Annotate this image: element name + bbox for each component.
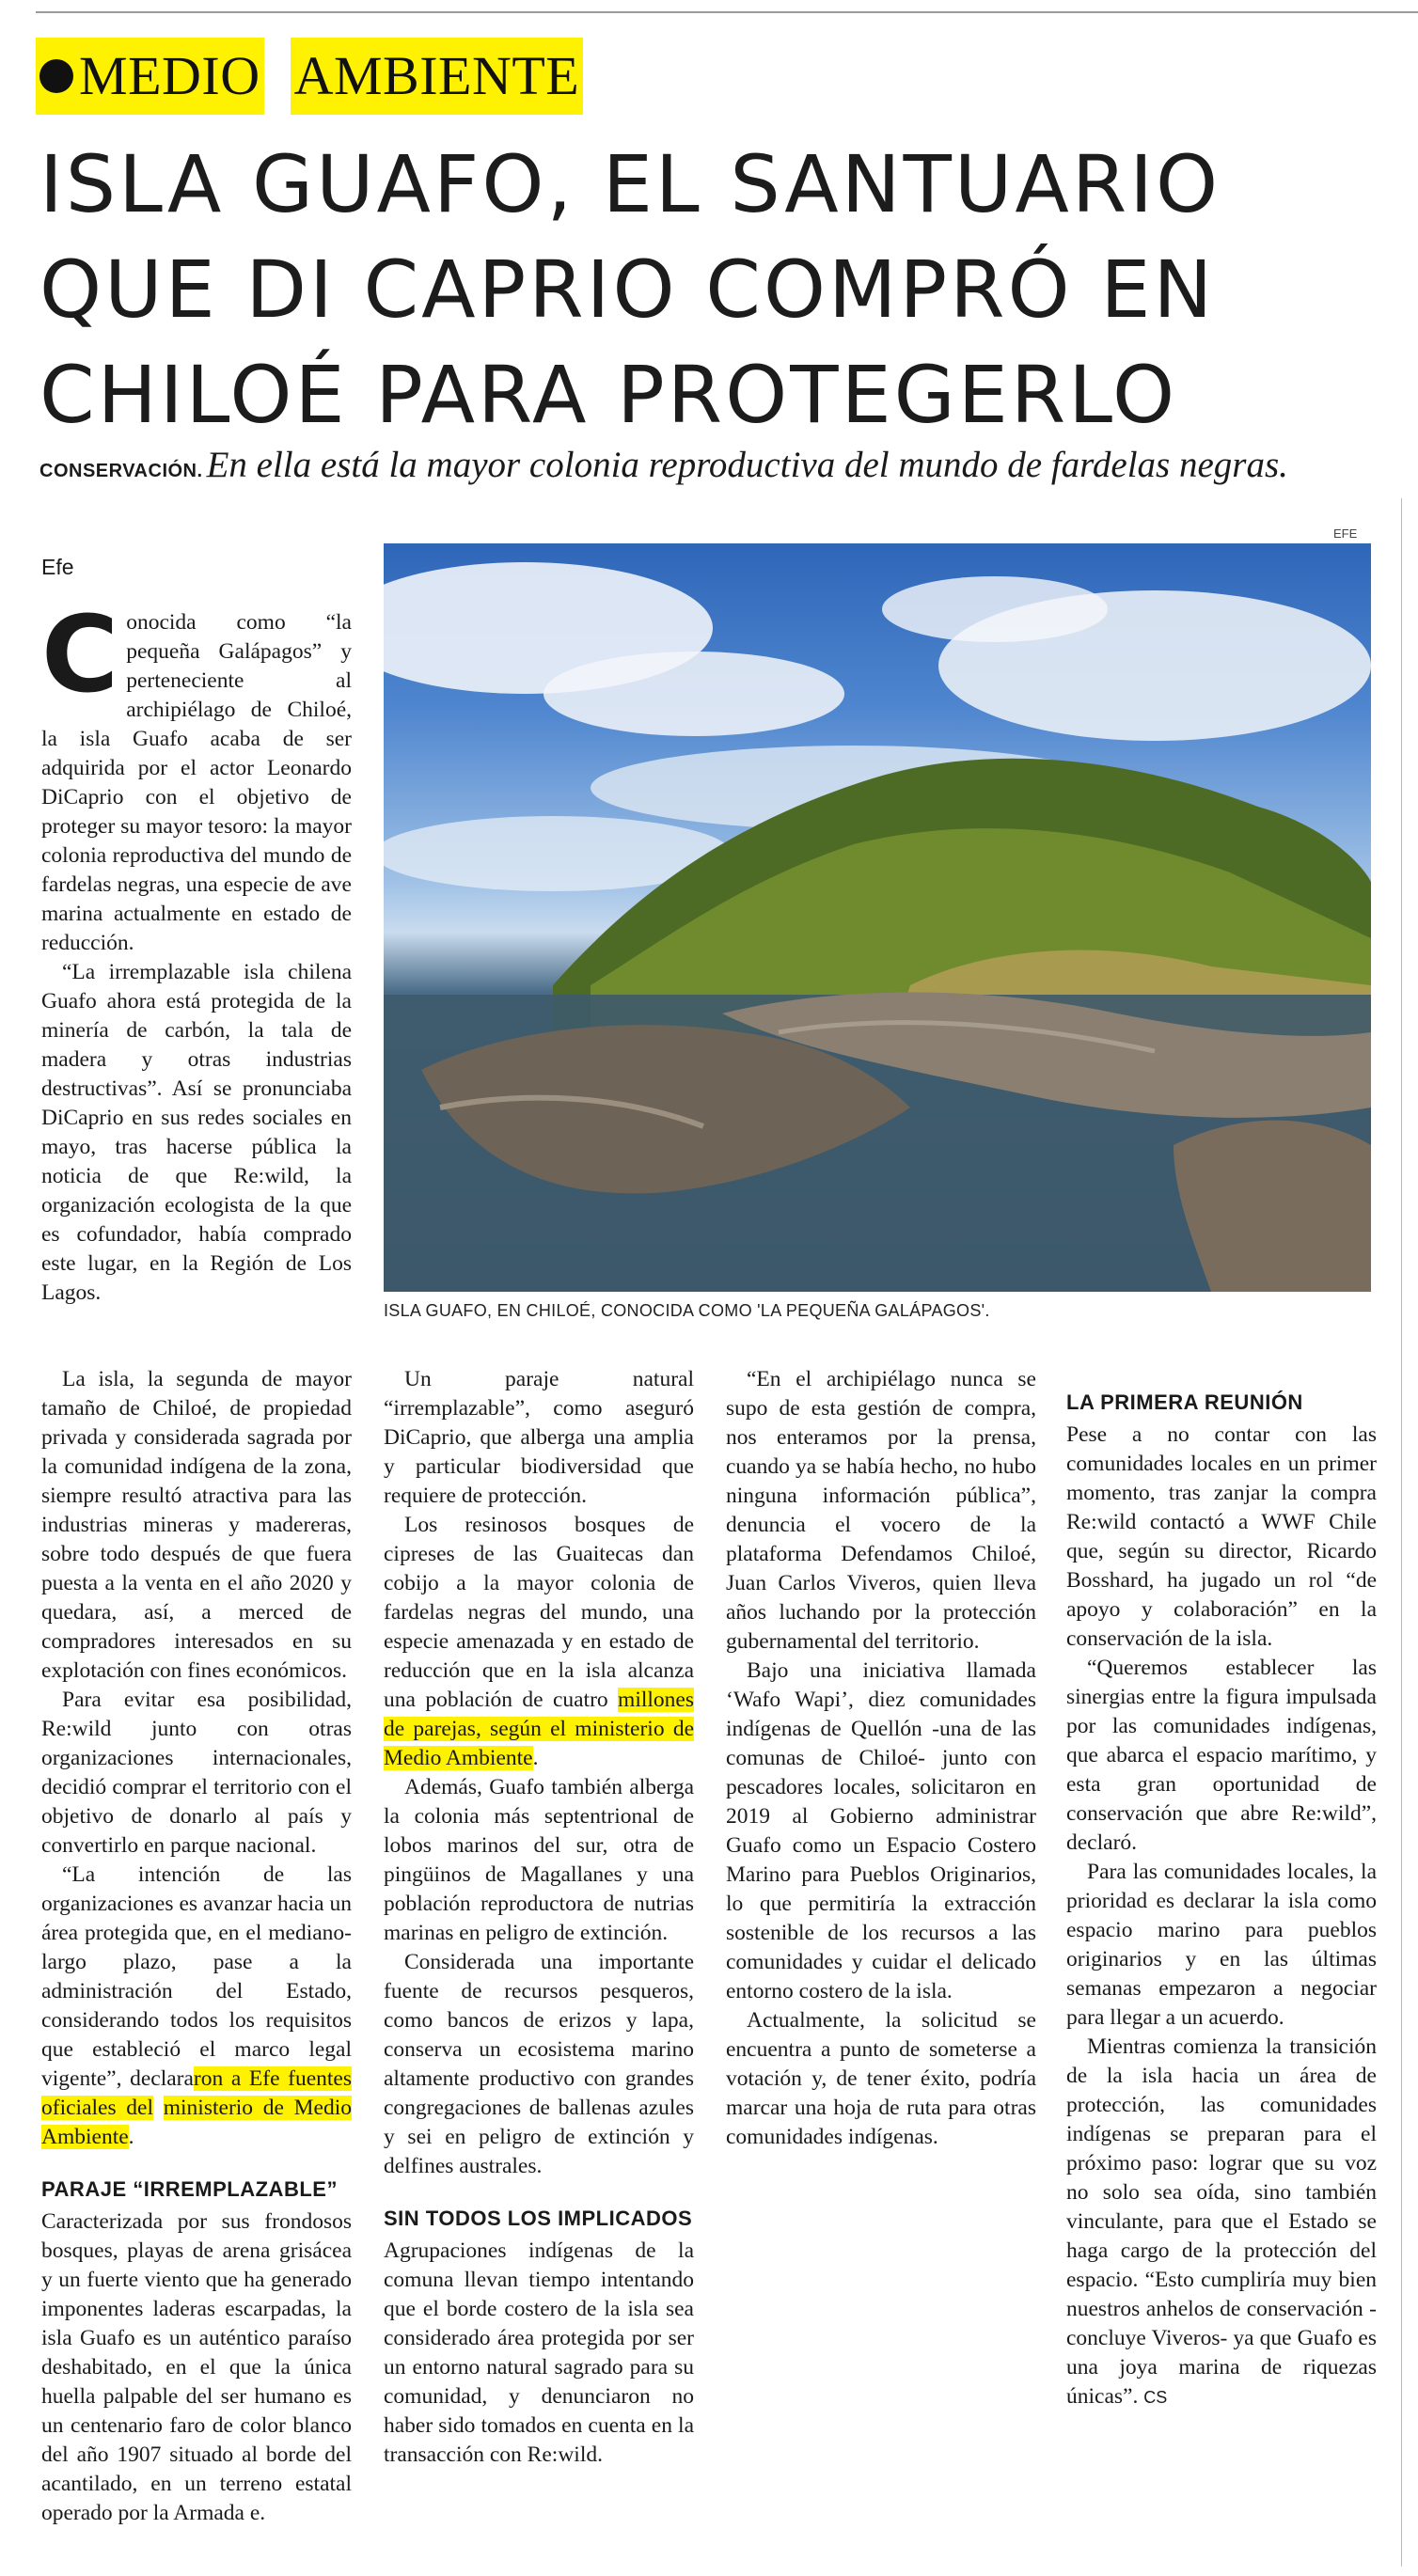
subhead — [39, 444, 1375, 486]
paragraph-6: Caracterizada por sus frondosos bosques, playas de arena grisácea y un fuerte viento que ha generado imponentes laderas escarpadas, la isla Guafo es un auténtico paraíso deshabitado, en el que la única huella palpable del ser humano es un centenario faro de color blanco del año 1907 situado al borde del acantilado, en un terreno estatal operado por la Armada e. — [41, 2209, 352, 2525]
paragraph-18: Mientras comienza la transición de la isla hacia un área de protección, las comunidades indígenas se preparan para el próximo paso: lograr que su voz no solo sea oída, sino también vinculante, para que el Estado se haga cargo de la protección del espacio. “Esto cumpliría muy bien nuestros anhelos de conservación -concluye Viveros- ya que Guafo es una joya marina de riquezas únicas”. CS — [1066, 2034, 1377, 2409]
subhead-kicker: CONSERVACIÓN. — [39, 461, 203, 481]
subhead-text: En ella está la mayor colonia reproductiva del mundo de fardelas negras. — [206, 445, 1288, 485]
paragraph-2: “La irremplazable isla chilena Guafo ahora está protegida de la minería de carbón, la tala de madera y otras industrias destructivas”. Así se pronunciaba DiCaprio en sus redes sociales en mayo, tras hacerse pública la noticia de que Re:wild, la organización ecologista de la que es cofundador, había comprado este lugar, en la Región de Los Lagos. — [41, 960, 352, 1305]
subtitle-implicados: SIN TODOS LOS IMPLICADOS — [384, 2207, 693, 2230]
highlight-population: millones de parejas, según el ministerio de Medio Ambiente — [384, 1688, 694, 1770]
headline: ISLA GUAFO, EL SANTUARIO QUE DI CAPRIO COMPRÓ EN CHILOÉ PARA PROTEGERLO — [39, 138, 1221, 441]
section-label — [36, 38, 583, 115]
paragraph-4: Para evitar esa posibilidad, Re:wild junto con otras organizaciones internacionales, decidió comprar el territorio con el objetivo de donarlo al país y convertirlo en parque nacional. — [41, 1688, 352, 1858]
paragraph-1: Conocida como “la pequeña Galápagos” y perteneciente al archipiélago de Chiloé, la isla Guafo acaba de ser adquirida por el actor Leonardo DiCaprio con el objetivo de proteger su mayor tesoro: la mayor colonia reproductiva del mundo de fardelas negras, una especie de ave marina actualmente en estado de reducción. — [41, 594, 352, 955]
subtitle-reunion: LA PRIMERA REUNIÓN — [1066, 1390, 1303, 1414]
paragraph-5: “La intención de las organizaciones es avanzar hacia un área protegida que, en el mediano-largo plazo, pase a la administración del Estado, considerando todos los requisitos que estableció el marco legal vigente”, declararon a Efe fuentes oficiales del ministerio de Medio Ambiente. — [41, 1862, 353, 2149]
highlight-ministry: ministerio de Medio Ambiente — [41, 2096, 353, 2149]
section-highlight-1 — [36, 38, 264, 115]
article-photo — [384, 543, 1371, 1292]
paragraph-17: Para las comunidades locales, la prioridad es declarar la isla como espacio marino para pueblos originarios y en las últimas semanas empezaron a negociar para llegar a un acuerdo. — [1066, 1860, 1377, 2030]
article-column-1-top — [41, 553, 352, 1308]
paragraph-3: La isla, la segunda de mayor tamaño de Chiloé, de propiedad privada y considerada sagrada por la comunidad indígena de la zona, siempre resultó atractiva para las industrias mineras y madereras, sobre todo después de que fuera puesta a la venta en el año 2020 y quedara, así, a merced de compradores interesados en su explotación con fines económicos. — [41, 1367, 352, 1683]
paragraph-9: Además, Guafo también alberga la colonia más septentrional de lobos marinos del sur, otra de pingüinos de Magallanes y una población reproductora de nutrias marinas en peligro de extinción. — [384, 1775, 694, 1945]
end-mark: CS — [1143, 2388, 1168, 2407]
article-column-2 — [384, 1365, 694, 2470]
byline: Efe — [41, 555, 74, 579]
paragraph-7: Un paraje natural “irremplazable”, como aseguró DiCaprio, que alberga una amplia y particular biodiversidad que requiere de protección. — [384, 1367, 694, 1508]
paragraph-12: “En el archipiélago nunca se supo de esta gestión de compra, nos enteramos por la prensa, cuando ya se había hecho, no hubo ninguna información pública”, denuncia el vocero de la plataforma Defendamos Chiloé, Juan Carlos Viveros, quien lleva años luchando por la protección gubernamental del territorio. — [726, 1367, 1036, 1654]
photo-credit: EFE — [1333, 526, 1358, 541]
section-word-2: AMBIENTE — [293, 45, 580, 106]
highlight-sources: ron a Efe fuentes oficiales del — [41, 2066, 352, 2120]
paragraph-8: Los resinosos bosques de cipreses de las Guaitecas dan cobijo a la mayor colonia de fardelas negras del mundo, una especie amenazada y en estado de reducción que en la isla alcanza una población de cuatro millones de parejas, según el ministerio de Medio Ambiente. — [384, 1513, 694, 1770]
bullet-dot-icon — [39, 59, 73, 93]
paragraph-11: Agrupaciones indígenas de la comuna llevan tiempo intentando que el borde costero de la isla sea considerado área protegida por ser un entorno natural sagrado para su comunidad, y denunciaron no haber sido tomados en cuenta en la transacción con Re:wild. — [384, 2238, 694, 2467]
section-highlight-2 — [291, 38, 584, 115]
paragraph-14: Actualmente, la solicitud se encuentra a punto de someterse a votación y, de tener éxito, podría marcar una hoja de ruta para otras comunidades indígenas. — [726, 2008, 1036, 2149]
paragraph-13: Bajo una iniciativa llamada ‘Wafo Wapi’, diez comunidades indígenas de Quellón -una de las comunas de Chiloé- junto con pescadores locales, solicitaron en 2019 al Gobierno administrar Guafo como un Espacio Costero Marino para Pueblos Originarios, lo que permitiría la extracción sostenible de los recursos a las comunidades y cuidar el delicado entorno costero de la isla. — [726, 1658, 1036, 2003]
section-word-1: MEDIO — [79, 45, 260, 106]
top-rule — [36, 11, 1418, 13]
paragraph-16: “Queremos establecer las sinergias entre la figura impulsada por las comunidades indígenas, que abarca el espacio marítimo, y esta gran oportunidad de conservación que abre Re:wild”, declaró. — [1066, 1656, 1377, 1855]
article-column-3 — [726, 1365, 1036, 2152]
photo-caption: ISLA GUAFO, EN CHILOÉ, CONOCIDA COMO 'LA PEQUEÑA GALÁPAGOS'. — [384, 1301, 990, 1320]
island-landscape-image — [384, 543, 1371, 1292]
drop-cap: C — [41, 594, 119, 716]
subtitle-paraje: PARAJE “IRREMPLAZABLE” — [41, 2177, 338, 2201]
adjacent-article-edge — [1394, 404, 1418, 2567]
paragraph-10: Considerada una importante fuente de recursos pesqueros, como bancos de erizos y lapa, conserva un ecosistema marino altamente productivo con grandes congregaciones de ballenas azules y sei en peligro de extinción y delfines australes. — [384, 1950, 694, 2178]
paragraph-15: Pese a no contar con las comunidades locales en un primer momento, tras zanjar la compra Re:wild contactó a WWF Chile que, según su director, Ricardo Bosshard, ha jugado un rol “de apoyo y colaboración” en la conservación de la isla. — [1066, 1422, 1377, 1651]
article-column-1-bottom — [41, 1365, 352, 2528]
article-column-4 — [1066, 1365, 1377, 2412]
